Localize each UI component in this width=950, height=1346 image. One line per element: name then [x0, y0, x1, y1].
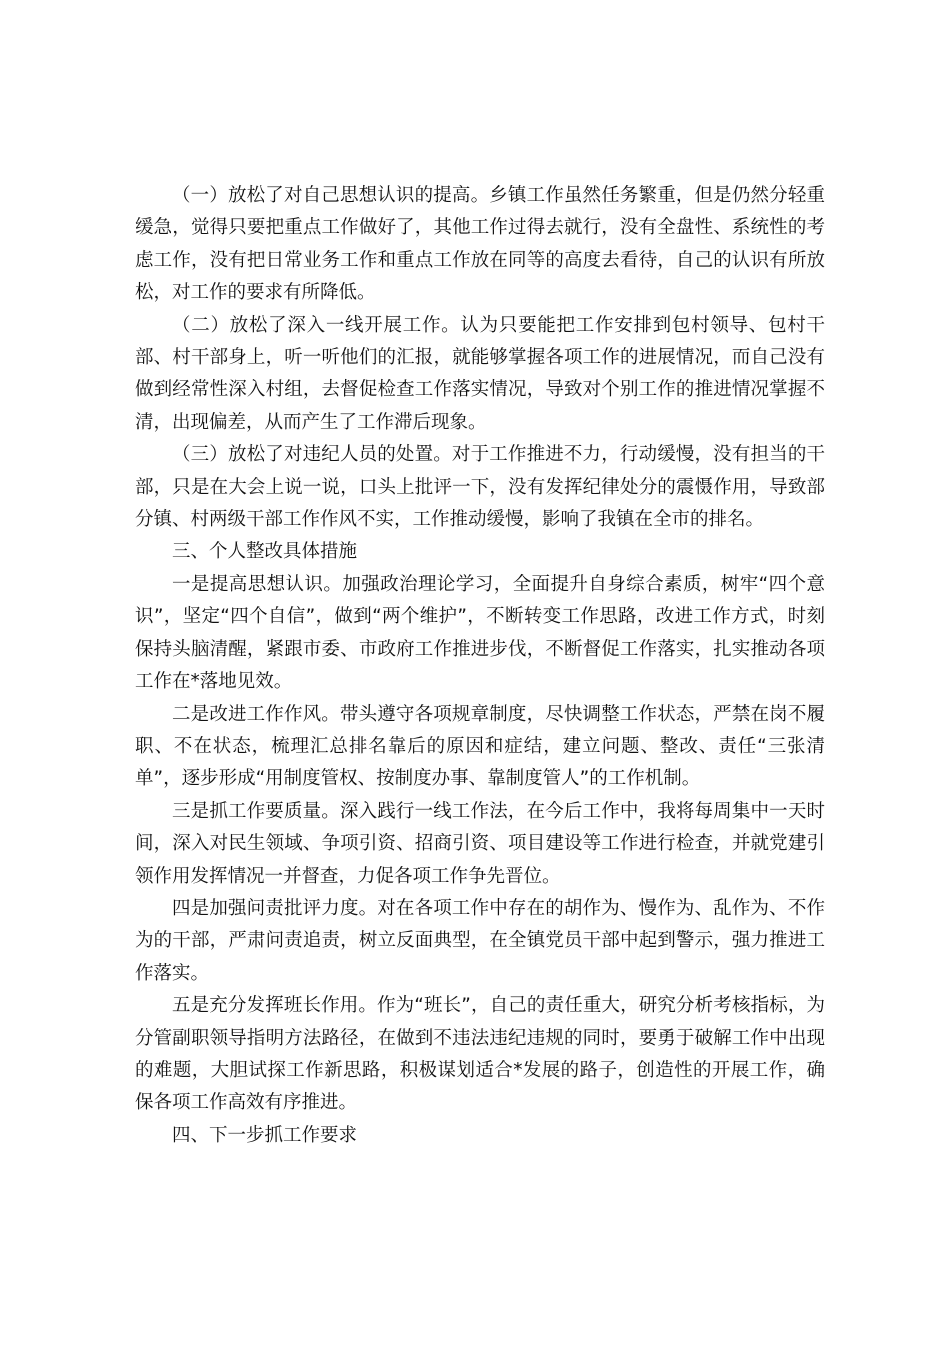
section-heading-rectification-measures: 三、个人整改具体措施 [172, 541, 358, 563]
section-heading-next-steps: 四、下一步抓工作要求 [172, 1124, 358, 1146]
paragraph-measure-4: 四是加强问责批评力度。对在各项工作中存在的胡作为、慢作为、乱作为、不作为的干部，严肃问责追责，树立反面典型，在全镇党员干部中起到警示，强力推进工作落实。 [135, 897, 825, 984]
paragraph-measure-3: 三是抓工作要质量。深入践行一线工作法，在今后工作中，我将每周集中一天时间，深入对民生领域、争项引资、招商引资、项目建设等工作进行检查，并就党建引领作用发挥情况一并督查，力促各项工作争先晋位。 [135, 800, 825, 887]
paragraph-measure-1: 一是提高思想认识。加强政治理论学习，全面提升自身综合素质，树牢“四个意识”，坚定“四个自信”，做到“两个维护”，不断转变工作思路，改进工作方式，时刻保持头脑清醒，紧跟市委、市政府工作推进步伐，不断督促工作落实，扎实推动各项工作在*落地见效。 [135, 573, 825, 693]
paragraph-measure-5: 五是充分发挥班长作用。作为“班长”，自己的责任重大，研究分析考核指标，为分管副职领导指明方法路径，在做到不违法违纪违规的同时，要勇于破解工作中出现的难题，大胆试探工作新思路，积极谋划适合*发展的路子，创造性的开展工作，确保各项工作高效有序推进。 [135, 995, 825, 1114]
paragraph-measure-2: 二是改进工作作风。带头遵守各项规章制度，尽快调整工作状态，严禁在岗不履职、不在状态，梳理汇总排名靠后的原因和症结，建立问题、整改、责任“三张清单”，逐步形成“用制度管权、按制度办事、靠制度管人”的工作机制。 [135, 703, 825, 790]
paragraph-relaxed-frontline: （二）放松了深入一线开展工作。认为只要能把工作安排到包村领导、包村干部、村干部身上，听一听他们的汇报，就能够掌握各项工作的进展情况，而自己没有做到经常性深入村组，去督促检查工作落实情况，导致对个别工作的推进情况掌握不清，出现偏差，从而产生了工作滞后现象。 [135, 314, 825, 433]
document-page [135, 180, 825, 1152]
paragraph-relaxed-discipline: （三）放松了对违纪人员的处置。对于工作推进不力，行动缓慢，没有担当的干部，只是在大会上说一说，口头上批评一下，没有发挥纪律处分的震慑作用，导致部分镇、村两级干部工作作风不实，工作推动缓慢，影响了我镇在全市的排名。 [135, 444, 825, 531]
paragraph-relaxed-thinking: （一）放松了对自己思想认识的提高。乡镇工作虽然任务繁重，但是仍然分轻重缓急，觉得只要把重点工作做好了，其他工作过得去就行，没有全盘性、系统性的考虑工作，没有把日常业务工作和重点工作放在同等的高度去看待，自己的认识有所放松，对工作的要求有所降低。 [135, 185, 825, 304]
